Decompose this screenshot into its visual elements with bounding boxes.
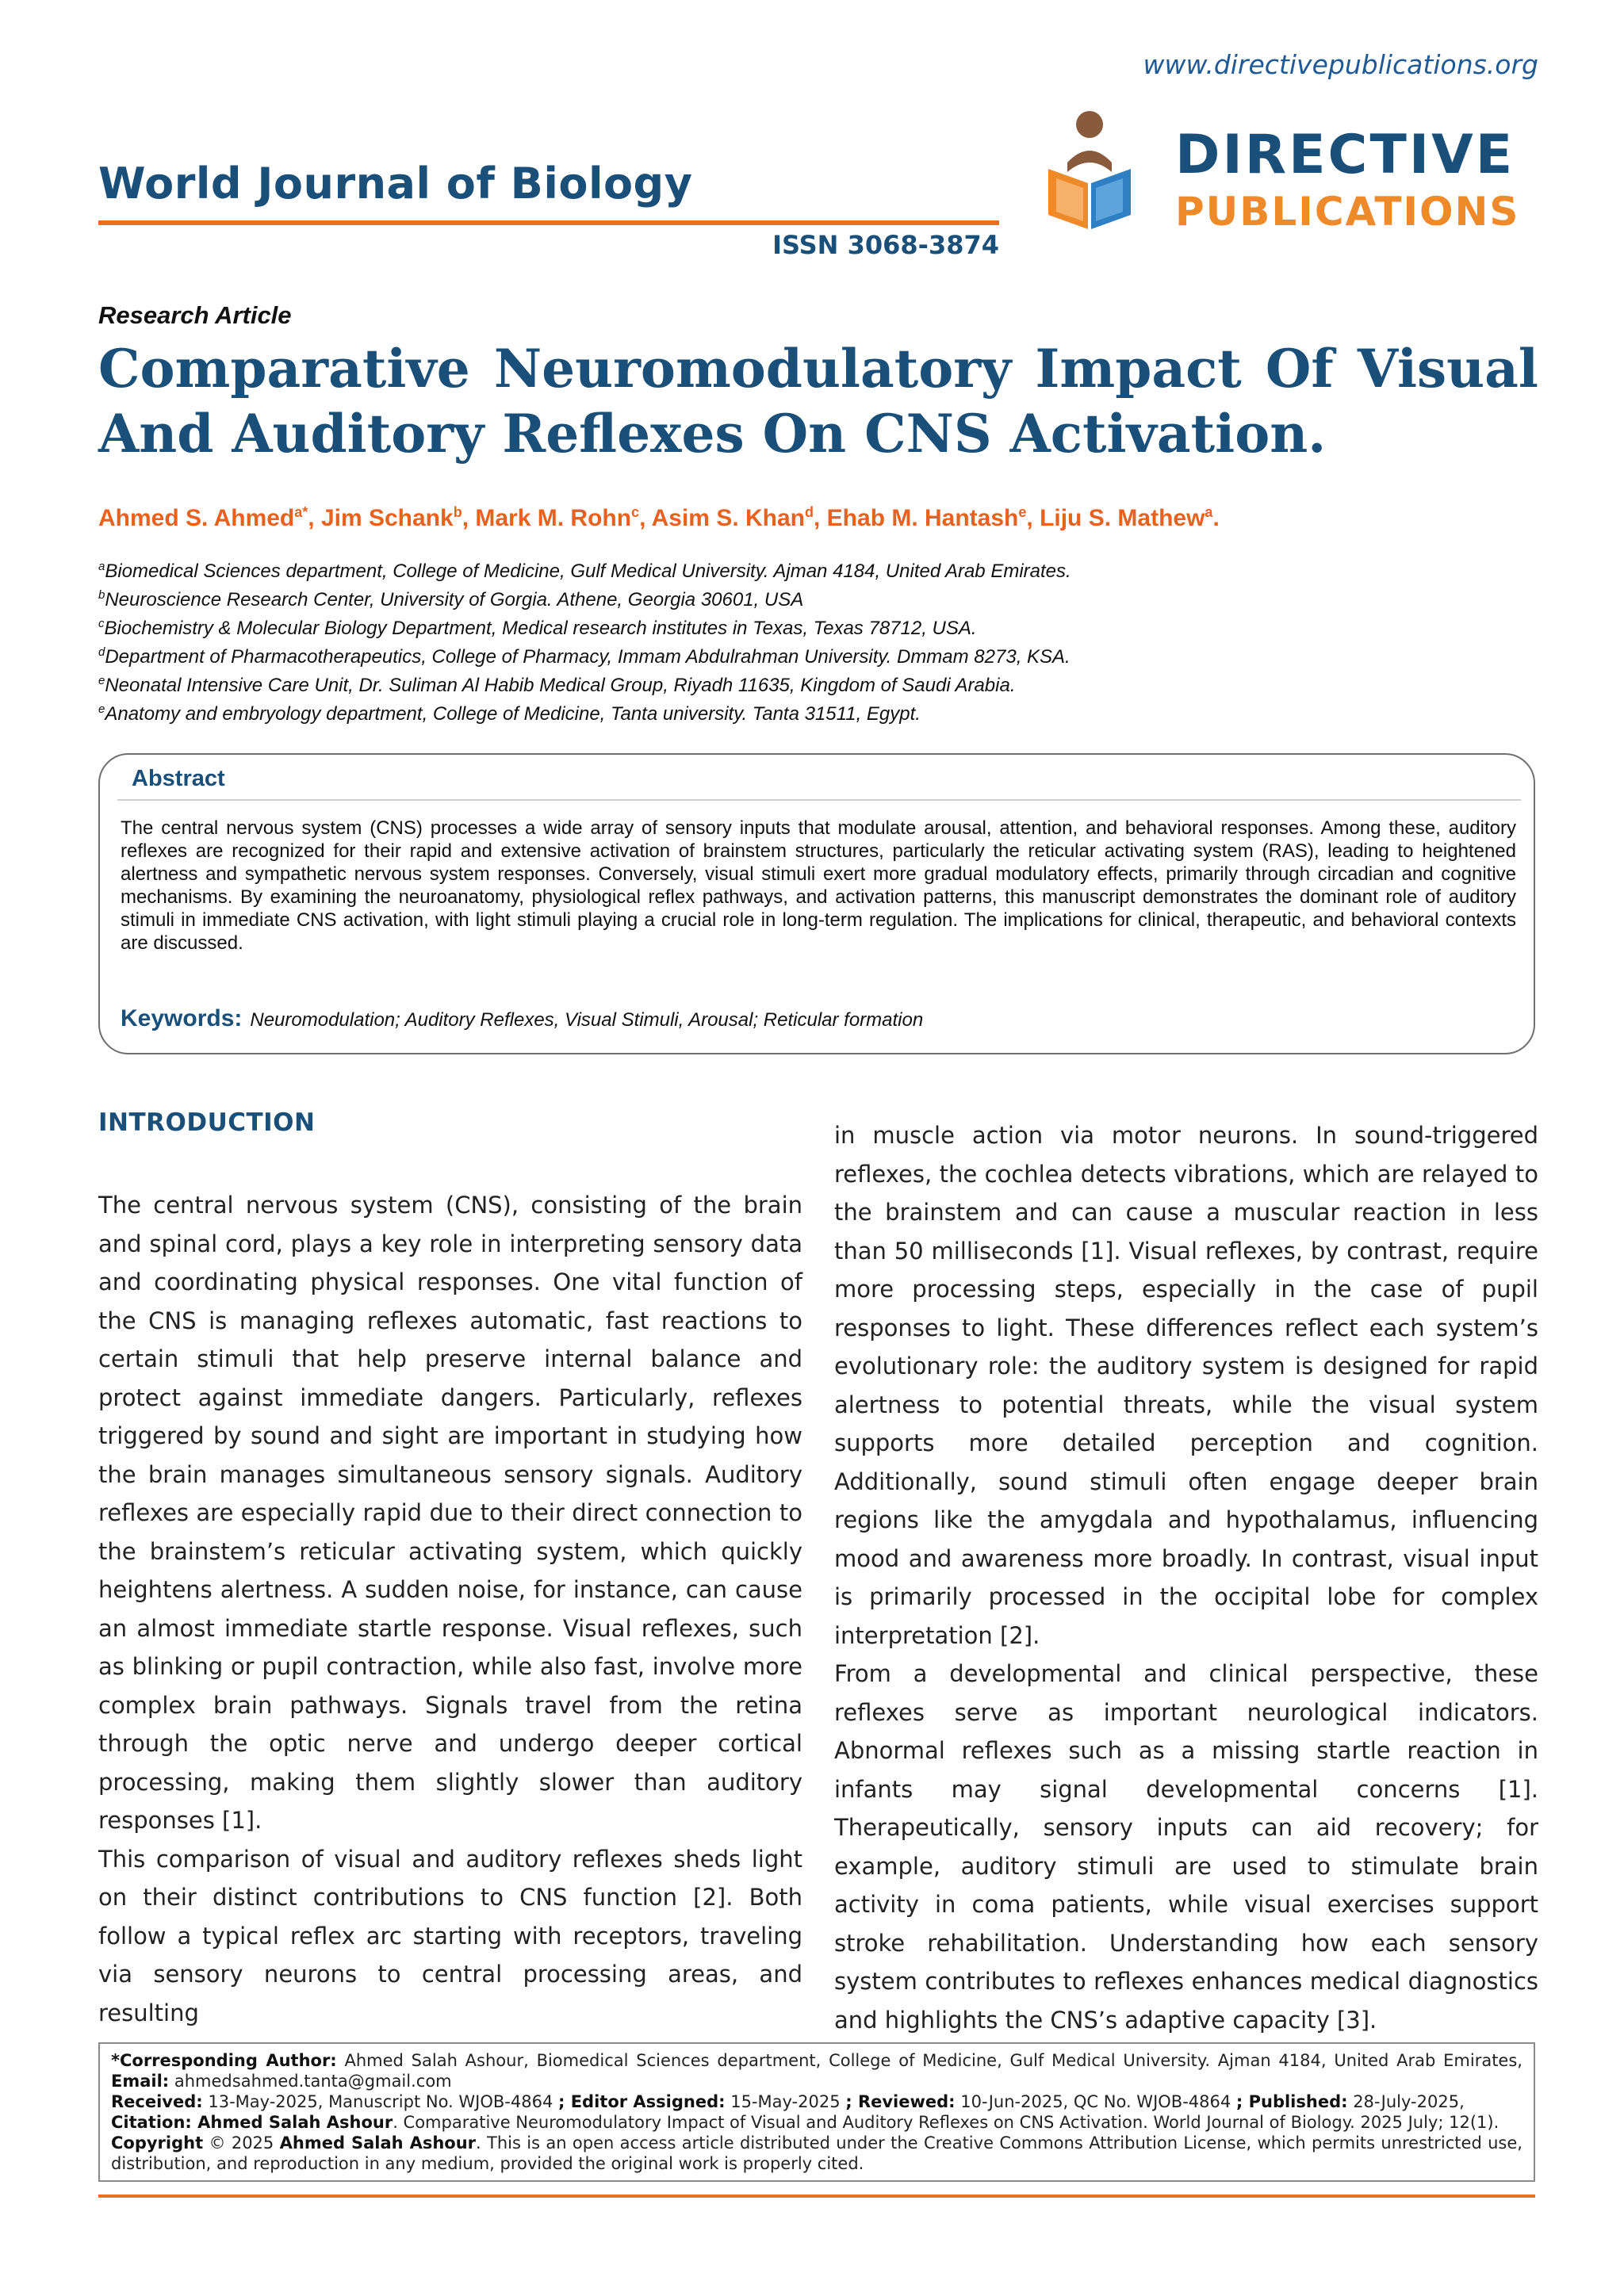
author-name: Liju S. Mathew (1040, 505, 1205, 531)
body-paragraph: in muscle action via motor neurons. In sound-triggered reflexes, the cochlea detects vibrations, which are relayed to the brainstem and can cause a muscular reaction in less than 50 milliseconds [1]. Visual reflexes, by contrast, require more processing steps, especially in the case of pupil responses to light. These differences reflect each system’s evolutionary role: the auditory system is designed for rapid alertness to potential threats, while the visual system supports more detailed perception and cognition. Additionally, sound stimuli often engage deeper brain regions like the amygdala and hypothalamus, influencing mood and awareness more broadly. In contrast, visual input is primarily processed in the occipital lobe for complex interpretation [2]. (834, 1122, 1538, 1649)
editor-label: ; Editor Assigned: (558, 2092, 726, 2111)
corresponding-name: Ahmed Salah Ashour (344, 2051, 524, 2070)
abstract-heading: Abstract (132, 766, 225, 791)
author-name: Asim S. Khan (651, 505, 805, 531)
corresponding-label: *Corresponding Author: (111, 2051, 337, 2070)
citation-label: Citation: (111, 2113, 192, 2132)
keywords-label: Keywords: (121, 1005, 243, 1031)
citation-text: . Comparative Neuromodulatory Impact of Visual and Auditory Reflexes on CNS Activation. World Journal of Biology. 2025 July; 12(1). (393, 2113, 1500, 2132)
affiliation-text: Neonatal Intensive Care Unit, Dr. Suliman Al Habib Medical Group, Riyadh 11635, Kingdom of Saudi Arabia. (105, 675, 1016, 696)
published-label: ; Published: (1235, 2092, 1348, 2111)
keywords-value: Neuromodulation; Auditory Reflexes, Visual Stimuli, Arousal; Reticular formation (250, 1009, 924, 1031)
journal-name: World Journal of Biology (98, 159, 693, 209)
affiliation-text: Biomedical Sciences department, College of Medicine, Gulf Medical University. Ajman 4184, United Arab Emirates. (105, 561, 1071, 582)
affiliation-item (98, 641, 1446, 669)
footer-divider (98, 2195, 1535, 2198)
affiliation-item (98, 669, 1446, 698)
author-affil-sup: a (1205, 504, 1213, 520)
published-value: 28-July-2025, (1347, 2092, 1465, 2111)
author-separator: , (1026, 505, 1040, 531)
affiliation-item (98, 555, 1446, 584)
affiliation-item (98, 612, 1446, 641)
article-type: Research Article (98, 301, 292, 329)
affiliation-sup: c (98, 617, 105, 630)
author-affil-sup: a* (294, 504, 308, 520)
affiliation-list (98, 555, 1446, 726)
affiliation-item (98, 584, 1446, 612)
abstract-divider (117, 799, 1521, 801)
citation-name: Ahmed Salah Ashour (191, 2113, 393, 2132)
copyright-label: Copyright (111, 2133, 204, 2152)
reviewed-value: 10-Jun-2025, QC No. WJOB-4864 (955, 2092, 1236, 2111)
issn-label: ISSN 3068-3874 (772, 230, 999, 260)
author-affil-sup: c (631, 504, 640, 520)
corresponding-author (111, 2050, 1522, 2091)
author-name: Ahmed S. Ahmed (98, 505, 295, 531)
author-list (98, 504, 1538, 532)
site-url-link[interactable]: www.directivepublications.org (1143, 49, 1538, 80)
publisher-logo-icon (1045, 107, 1134, 234)
author-separator: , (814, 505, 827, 531)
body-column-right (834, 1116, 1538, 2039)
affiliation-item (98, 698, 1446, 726)
copyright-year: © 2025 (203, 2133, 280, 2152)
body-paragraph: The central nervous system (CNS), consisting of the brain and spinal cord, plays a key role in interpreting sensory data and coordinating physical responses. One vital function of the CNS is managing reflexes automatic, fast reactions to certain stimuli that help preserve internal balance and protect against immediate dangers. Particularly, reflexes triggered by sound and sight are important in studying how the brain manages simultaneous sensory signals. Auditory reflexes are especially rapid due to their direct connection to the brainstem’s reticular activating system, which quickly heightens alertness. A sudden noise, for instance, can cause an almost immediate startle response. Visual reflexes, such as blinking or pupil contraction, while also fast, involve more complex brain pathways. Signals travel from the retina through the optic nerve and undergo deeper cortical processing, making them slightly slower than auditory responses [1]. (98, 1192, 802, 1834)
author-name: Jim Schank (320, 505, 454, 531)
affiliation-text: Anatomy and embryology department, College of Medicine, Tanta university. Tanta 31511, Egypt. (105, 703, 921, 725)
author-separator: , (462, 505, 476, 531)
article-dates (111, 2091, 1522, 2112)
author-separator: . (1212, 505, 1220, 531)
email-link[interactable]: ahmedsahmed.tanta@gmail.com (169, 2072, 452, 2091)
article-title: Comparative Neuromodulatory Impact Of Visual And Auditory Reflexes On CNS Activation. (98, 338, 1538, 465)
affiliation-sup: d (98, 645, 105, 659)
author-affil-sup: b (453, 504, 462, 520)
author-affil-sup: d (805, 504, 814, 520)
author-separator: , (308, 505, 321, 531)
author-affil-sup: e (1018, 504, 1027, 520)
body-column-left (98, 1186, 802, 2032)
publisher-name-publications: PUBLICATIONS (1175, 189, 1520, 235)
affiliation-sup: e (98, 702, 105, 716)
abstract-text: The central nervous system (CNS) processes a wide array of sensory inputs that modulate arousal, attention, and behavioral responses. Among these, auditory reflexes are recognized for their rapid and extensive activation of brainstem structures, particularly the reticular activating system (RAS), leading to heightened alertness and sympathetic nervous system responses. Conversely, visual stimuli exert more gradual modulatory effects, primarily through circadian and cognitive mechanisms. By examining the neuroanatomy, physiological reflex pathways, and activation patterns, this manuscript demonstrates the dominant role of auditory stimuli in immediate CNS activation, with light stimuli playing a crucial role in long-term regulation. The implications for clinical, therapeutic, and behavioral contexts are discussed. (121, 817, 1516, 954)
corresponding-affiliation: , Biomedical Sciences department, College of Medicine, Gulf Medical University. Ajman 4184, United Arab Emirates, (523, 2051, 1522, 2070)
keywords (121, 1005, 1516, 1032)
citation (111, 2112, 1522, 2133)
author-name: Ehab M. Hantash (826, 505, 1019, 531)
author-name: Mark M. Rohn (475, 505, 632, 531)
article-info-box (98, 2042, 1535, 2182)
affiliation-sup: b (98, 588, 105, 602)
affiliation-text: Department of Pharmacotherapeutics, College of Pharmacy, Immam Abdulrahman University. Dmmam 8273, KSA. (105, 646, 1071, 668)
author-separator: , (639, 505, 652, 531)
header-divider (98, 220, 999, 225)
reviewed-label: ; Reviewed: (845, 2092, 956, 2111)
affiliation-sup: a (98, 560, 105, 573)
affiliation-text: Neuroscience Research Center, University of Gorgia. Athene, Georgia 30601, USA (105, 589, 804, 610)
affiliation-text: Biochemistry & Molecular Biology Department, Medical research institutes in Texas, Texas 78712, USA. (104, 618, 977, 639)
copyright-text: . This is an open access article distributed under the Creative Commons Attribution License, which permits unrestricted use, distribution, and reproduction in any medium, provided the original work is properly cited. (111, 2133, 1522, 2173)
copyright-name: Ahmed Salah Ashour (279, 2133, 476, 2152)
received-value: 13-May-2025, Manuscript No. WJOB-4864 (202, 2092, 558, 2111)
editor-value: 15-May-2025 (725, 2092, 846, 2111)
copyright (111, 2133, 1522, 2174)
received-label: Received: (111, 2092, 203, 2111)
email-label: Email: (111, 2072, 170, 2091)
body-paragraph: This comparison of visual and auditory reflexes sheds light on their distinct contributions to CNS function [2]. Both follow a typical reflex arc starting with receptors, traveling via sensory neurons to central processing areas, and resulting (98, 1845, 802, 2026)
body-paragraph: From a developmental and clinical perspective, these reflexes serve as important neurological indicators. Abnormal reflexes such as a missing startle reaction in infants may signal developmental concerns [1]. Therapeutically, sensory inputs can aid recovery; for example, auditory stimuli are used to stimulate brain activity in coma patients, while visual exercises support stroke rehabilitation. Understanding how each sensory system contributes to reflexes enhances medical diagnostics and highlights the CNS’s adaptive capacity [3]. (834, 1660, 1538, 2034)
publisher-name-directive: DIRECTIVE (1175, 124, 1515, 186)
section-heading-introduction: INTRODUCTION (98, 1108, 316, 1137)
affiliation-sup: e (98, 674, 105, 687)
